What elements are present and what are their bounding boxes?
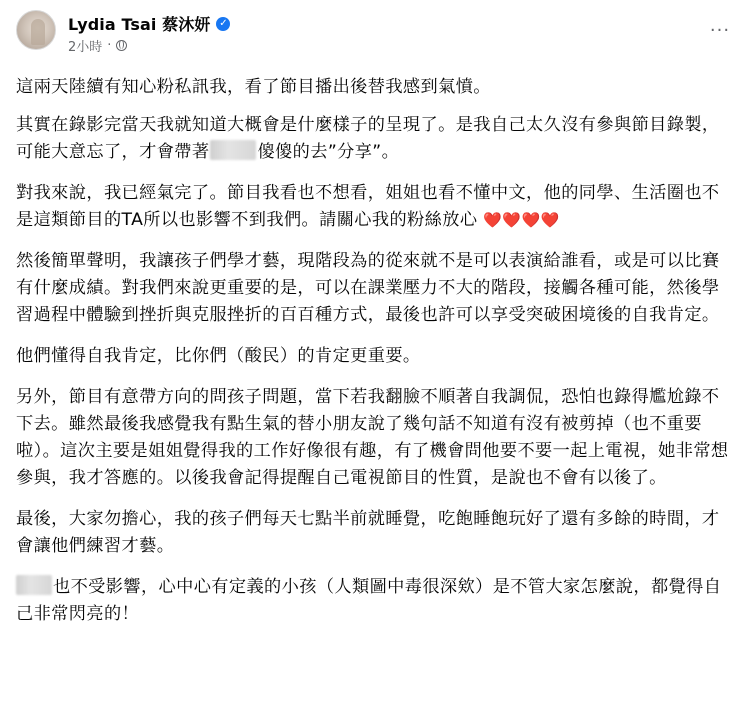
post-paragraph xyxy=(16,574,732,628)
post-text: 也不受影響，心中心有定義的小孩（人類圖中毒很深欸）是不管大家怎麼說，都覺得自己非常閃亮的！ xyxy=(16,577,722,624)
post-paragraph xyxy=(16,112,732,166)
blurred-name xyxy=(16,575,52,595)
verified-badge-icon: ✓ xyxy=(216,17,230,31)
avatar[interactable] xyxy=(16,10,56,50)
post-text: 其實在錄影完當天我就知道大概會是什麼樣子的呈現了。是我自己太久沒有參與節目錄製，可能大意忘了，才會帶著 xyxy=(16,115,720,162)
meta-separator: · xyxy=(107,38,112,53)
globe-icon[interactable] xyxy=(116,40,127,51)
post-text: 對我來說，我已經氣完了。節目我看也不想看，姐姐也看不懂中文，他的同學、生活圈也不是這類節目的TA所以也影響不到我們。請關心我的粉絲放心 xyxy=(16,183,720,230)
post-text: 傻傻的去”分享”。 xyxy=(257,142,400,162)
post-paragraph: 這兩天陸續有知心粉私訊我，看了節目播出後替我感到氣憤。 xyxy=(16,77,491,97)
post-paragraph: 另外，節目有意帶方向的問孩子問題，當下若我翻臉不順著自我調侃，恐怕也錄得尷尬錄不下去。雖然最後我感覺我有點生氣的替小朋友說了幾句話不知道有沒有被剪掉（也不重要啦）。這次主要是姐姐覺得我的工作好像很有趣，有了機會問他要不要一起上電視，她非常想參與，我才答應的。以後我會記得提醒自己電視節目的性質，是說也不會有以後了。 xyxy=(16,387,729,488)
post-meta xyxy=(68,36,127,55)
post-paragraph: 他們懂得自我肯定，比你們（酸民）的肯定更重要。 xyxy=(16,346,421,366)
author-name[interactable]: Lydia Tsai 蔡沐妍 xyxy=(68,15,211,34)
post-paragraph: 然後簡單聲明，我讓孩子們學才藝，現階段為的從來就不是可以表演給誰看，或是可以比賽有什麼成績。對我們來說更重要的是，可以在課業壓力不大的階段，接觸各種可能，然後學習過程中體驗到挫折與克服挫折的百百種方式，最後也許可以享受突破困境後的自我肯定。 xyxy=(16,251,720,325)
post-paragraph: 最後，大家勿擔心，我的孩子們每天七點半前就睡覺，吃飽睡飽玩好了還有多餘的時間，才會讓他們練習才藝。 xyxy=(16,509,720,556)
author-row xyxy=(68,12,230,35)
more-options-button[interactable]: ··· xyxy=(709,19,731,41)
blurred-name xyxy=(210,140,256,160)
hearts-emoji: ❤️❤️❤️❤️ xyxy=(483,211,560,229)
post-body xyxy=(16,74,732,642)
post-header xyxy=(16,10,736,66)
post-timestamp[interactable]: 2小時 xyxy=(68,40,103,55)
post-paragraph xyxy=(16,180,732,234)
